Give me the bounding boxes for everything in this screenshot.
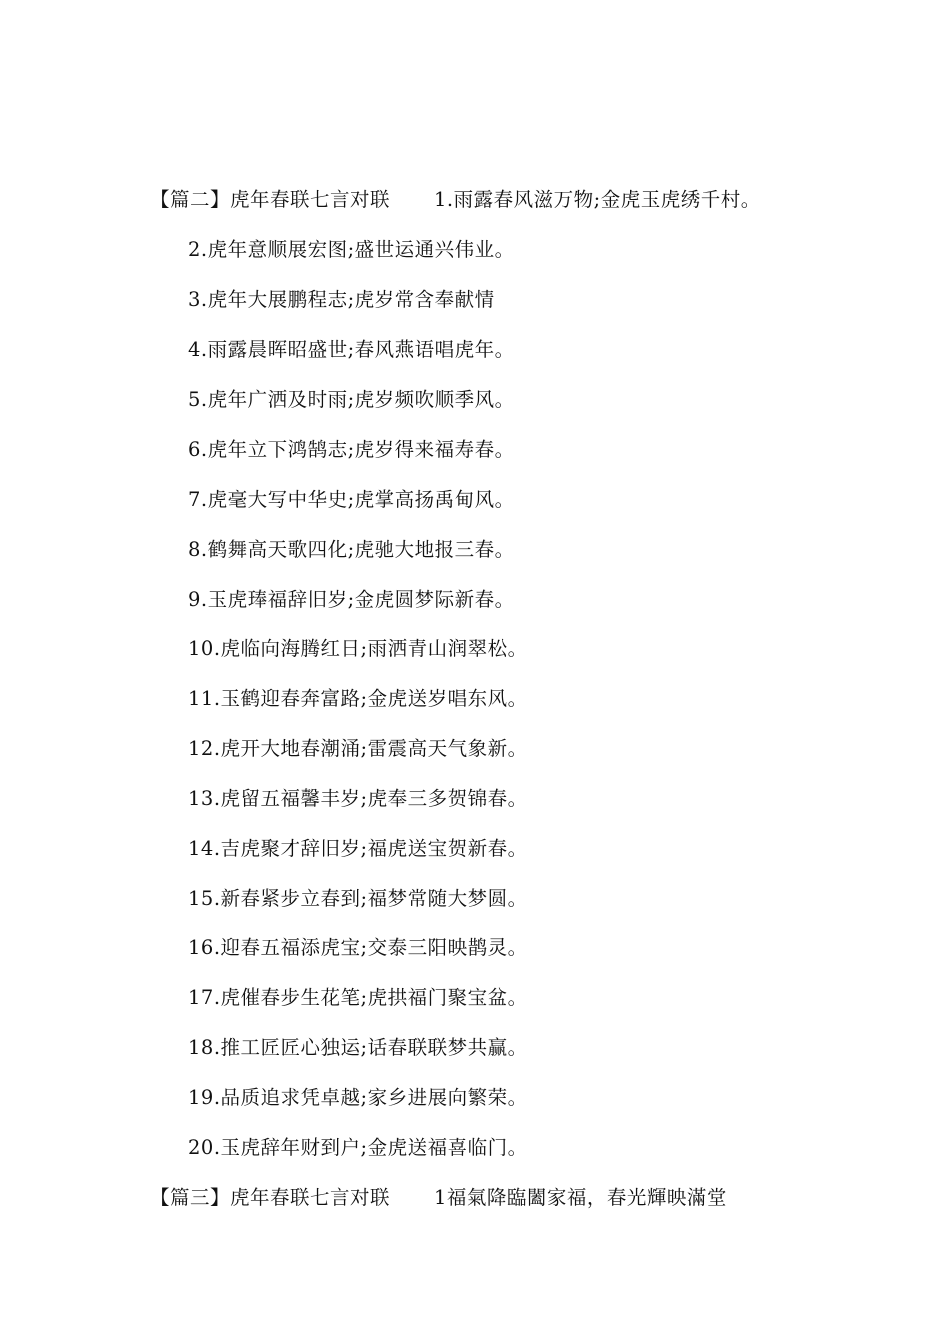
couplet-17: 17.虎催春步生花笔;虎拱福门聚宝盆。 xyxy=(188,986,528,1009)
section-2-heading: 【篇二】虎年春联七言对联 xyxy=(150,188,391,211)
couplet-6: 6.虎年立下鸿鹄志;虎岁得来福寿春。 xyxy=(188,438,515,461)
couplet-4: 4.雨露晨晖昭盛世;春风燕语唱虎年。 xyxy=(188,338,515,361)
couplet-12: 12.虎开大地春潮涌;雷震高天气象新。 xyxy=(188,737,528,760)
couplet-9: 9.玉虎琫福辞旧岁;金虎圆梦际新春。 xyxy=(188,588,515,611)
couplet-18: 18.推工匠匠心独运;话春联联梦共赢。 xyxy=(188,1036,528,1059)
couplet-3: 3.虎年大展鹏程志;虎岁常含奉献情 xyxy=(188,288,495,311)
couplet-10: 10.虎临向海腾红日;雨洒青山润翠松。 xyxy=(188,637,528,660)
couplet-11: 11.玉鹤迎春奔富路;金虎送岁唱东风。 xyxy=(188,687,528,710)
section-3-heading: 【篇三】虎年春联七言对联 xyxy=(150,1186,391,1209)
couplet-2: 2.虎年意顺展宏图;盛世运通兴伟业。 xyxy=(188,238,515,261)
couplet-7: 7.虎毫大写中华史;虎掌高扬禹甸风。 xyxy=(188,488,515,511)
couplet-13: 13.虎留五福馨丰岁;虎奉三多贺锦春。 xyxy=(188,787,528,810)
couplet-15: 15.新春紧步立春到;福梦常随大梦圆。 xyxy=(188,887,528,910)
couplet-20: 20.玉虎辞年财到户;金虎送福喜临门。 xyxy=(188,1136,528,1159)
section-2-heading-line xyxy=(150,187,761,213)
section-3-heading-line xyxy=(150,1185,727,1211)
couplet-19: 19.品质追求凭卓越;家乡进展向繁荣。 xyxy=(188,1086,528,1109)
section-3-couplet-1: 1福氣降臨闔家福，春光輝映滿堂 xyxy=(434,1186,727,1209)
couplet-1: 1.雨露春风滋万物;金虎玉虎绣千村。 xyxy=(434,188,761,211)
couplet-16: 16.迎春五福添虎宝;交泰三阳映鹊灵。 xyxy=(188,936,528,959)
couplet-8: 8.鹤舞高天歌四化;虎驰大地报三春。 xyxy=(188,538,515,561)
couplet-5: 5.虎年广洒及时雨;虎岁频吹顺季风。 xyxy=(188,388,515,411)
couplet-14: 14.吉虎聚才辞旧岁;福虎送宝贺新春。 xyxy=(188,837,528,860)
